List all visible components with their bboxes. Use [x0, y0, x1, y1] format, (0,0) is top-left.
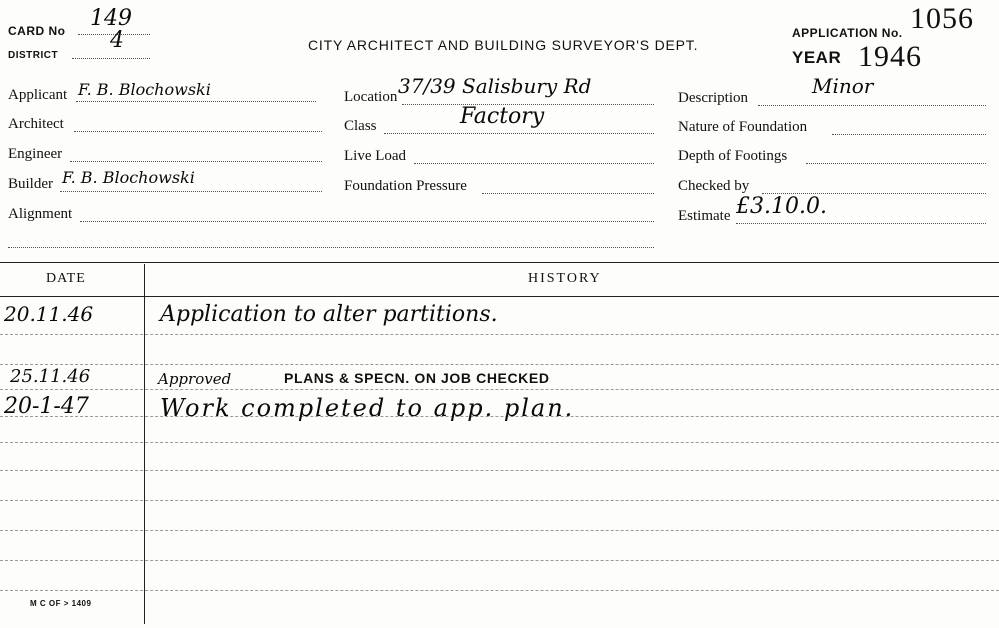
applicant-value: F. B. Blochowski — [78, 80, 211, 99]
history-date: 20.11.46 — [4, 302, 94, 326]
ruled-line — [0, 500, 999, 501]
blank-line — [8, 247, 654, 248]
history-date: 20-1-47 — [4, 394, 89, 419]
form-code: M C OF > 1409 — [30, 599, 92, 608]
applicant-line — [76, 101, 316, 102]
ruled-line — [0, 334, 999, 335]
header-bottom-border — [0, 296, 999, 297]
alignment-label: Alignment — [8, 206, 73, 222]
estimate-line — [736, 223, 986, 224]
builder-value: F. B. Blochowski — [62, 168, 195, 187]
engineer-label: Engineer — [8, 146, 63, 162]
description-value: Minor — [812, 74, 874, 98]
nature-of-foundation-label: Nature of Foundation — [678, 119, 808, 135]
card-no-value: 149 — [90, 6, 132, 31]
history-date: 25.11.46 — [10, 366, 91, 387]
year-label: YEAR — [792, 48, 842, 67]
builder-line — [60, 191, 322, 192]
history-header: HISTORY — [528, 271, 602, 286]
ruled-line — [0, 442, 999, 443]
depth-of-footings-label: Depth of Footings — [678, 148, 788, 164]
description-line — [758, 105, 986, 106]
foundation-pressure-line — [482, 193, 654, 194]
application-number: 1056 — [910, 2, 974, 35]
class-line — [384, 133, 654, 134]
checked-by-label: Checked by — [678, 178, 750, 194]
class-label: Class — [344, 118, 377, 134]
estimate-value: £3.10.0. — [736, 194, 827, 219]
foundation-pressure-label: Foundation Pressure — [344, 178, 467, 194]
architect-label: Architect — [8, 116, 64, 132]
applicant-label: Applicant — [8, 87, 68, 103]
history-text: Application to alter partitions. — [160, 302, 498, 327]
history-text: Work completed to app. plan. — [160, 394, 575, 422]
class-value: Factory — [460, 104, 545, 129]
district-value: 4 — [110, 28, 124, 53]
district-label: DISTRICT — [8, 50, 59, 61]
live-load-line — [414, 163, 654, 164]
architect-line — [74, 131, 322, 132]
nature-of-foundation-line — [832, 134, 986, 135]
inspection-stamp: PLANS & SPECN. ON JOB CHECKED — [284, 370, 550, 386]
ruled-line — [0, 530, 999, 531]
year-value: 1946 — [858, 40, 922, 73]
ruled-line — [0, 364, 999, 365]
builder-label: Builder — [8, 176, 53, 192]
application-label: APPLICATION No. — [792, 26, 903, 40]
description-label: Description — [678, 90, 748, 106]
date-column-divider — [144, 264, 145, 624]
department-title: CITY ARCHITECT AND BUILDING SURVEYOR'S DEPT. — [308, 37, 699, 53]
engineer-line — [70, 161, 322, 162]
card-no-label: CARD No — [8, 24, 66, 38]
ruled-line — [0, 590, 999, 591]
ruled-line — [0, 389, 999, 390]
history-text: Approved — [158, 370, 232, 388]
alignment-line — [80, 221, 654, 222]
table-top-border — [0, 262, 999, 263]
district-line — [72, 58, 150, 59]
depth-of-footings-line — [806, 163, 986, 164]
location-value: 37/39 Salisbury Rd — [398, 74, 592, 98]
estimate-label: Estimate — [678, 208, 731, 224]
ruled-line — [0, 560, 999, 561]
ruled-line — [0, 470, 999, 471]
date-header: DATE — [46, 271, 86, 286]
location-label: Location — [344, 89, 398, 105]
live-load-label: Live Load — [344, 148, 407, 164]
